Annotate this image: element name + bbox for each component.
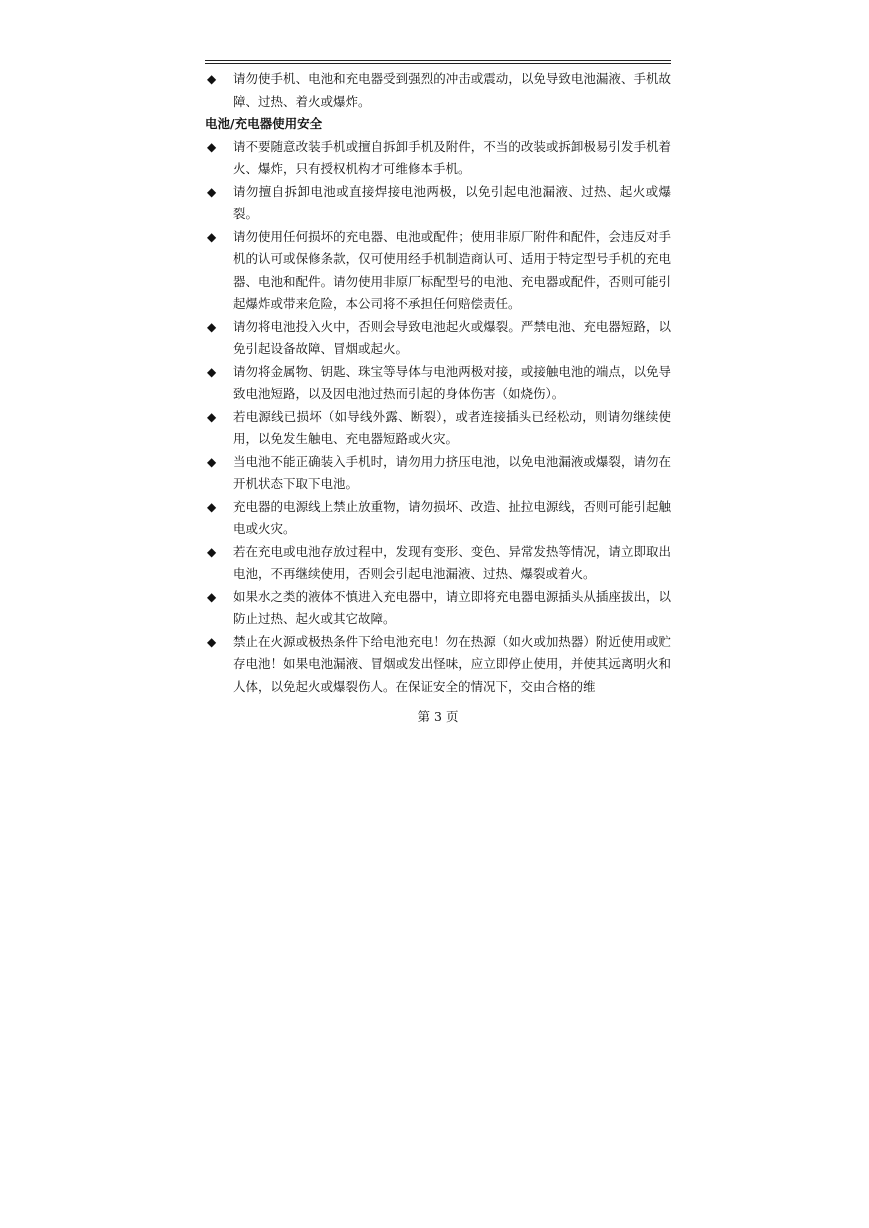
list-item-text: 如果水之类的液体不慎进入充电器中，请立即将充电器电源插头从插座拔出，以防止过热、起火或其它故障。: [233, 588, 671, 626]
list-item-text: 请勿将金属物、钥匙、珠宝等导体与电池两极对接，或接触电池的端点，以免导致电池短路，以及因电池过热而引起的身体伤害（如烧伤）。: [233, 363, 671, 401]
list-item-text: 禁止在火源或极热条件下给电池充电！勿在热源（如火或加热器）附近使用或贮存电池！如果电池漏液、冒烟或发出怪味，应立即停止使用，并使其远离明火和人体，以免起火或爆裂伤人。在保证安全的情况下，交由合格的维: [233, 633, 671, 694]
diamond-bullet-icon: ◆: [207, 499, 217, 514]
diamond-bullet-icon: ◆: [207, 229, 217, 244]
diamond-bullet-icon: ◆: [207, 454, 217, 469]
list-item: [205, 361, 671, 406]
list-item: [205, 496, 671, 541]
diamond-bullet-icon: ◆: [207, 409, 217, 424]
list-item-text: 当电池不能正确装入手机时，请勿用力挤压电池，以免电池漏液或爆裂，请勿在开机状态下取下电池。: [233, 453, 671, 491]
list-item: [205, 68, 671, 113]
list-item-text: 充电器的电源线上禁止放重物，请勿损坏、改造、扯拉电源线，否则可能引起触电或火灾。: [233, 498, 671, 536]
list-item-text: 请勿使用任何损坏的充电器、电池或配件；使用非原厂附件和配件，会违反对手机的认可或保修条款，仅可使用经手机制造商认可、适用于特定型号手机的充电器、电池和配件。请勿使用非原厂标配型号的电池、充电器或配件，否则可能引起爆炸或带来危险，本公司将不承担任何赔偿责任。: [233, 228, 671, 311]
diamond-bullet-icon: ◆: [207, 72, 217, 86]
section-heading: 电池/充电器使用安全: [205, 116, 323, 131]
list-item-text: 请不要随意改装手机或擅自拆卸手机及附件，不当的改装或拆卸极易引发手机着火、爆炸，只有授权机构才可维修本手机。: [233, 138, 671, 176]
list-item: [205, 631, 671, 699]
list-item: [205, 136, 671, 181]
diamond-bullet-icon: ◆: [207, 364, 217, 379]
page-number: 第 3 页: [417, 709, 459, 724]
list-item-text: 若在充电或电池存放过程中，发现有变形、变色、异常发热等情况，请立即取出电池，不再继续使用，否则会引起电池漏液、过热、爆裂或着火。: [233, 543, 671, 581]
list-item-text: 请勿将电池投入火中，否则会导致电池起火或爆裂。严禁电池、充电器短路，以免引起设备故障、冒烟或起火。: [233, 318, 671, 356]
list-item: [205, 586, 671, 631]
safety-list: [205, 136, 671, 699]
header-rule-secondary: [205, 63, 671, 64]
list-item: [205, 181, 671, 226]
diamond-bullet-icon: ◆: [207, 544, 217, 559]
list-item-text: 若电源线已损坏（如导线外露、断裂），或者连接插头已经松动，则请勿继续使用，以免发生触电、充电器短路或火灾。: [233, 408, 671, 446]
list-item: [205, 541, 671, 586]
diamond-bullet-icon: ◆: [207, 184, 217, 199]
diamond-bullet-icon: ◆: [207, 589, 217, 604]
list-item-text: 请勿使手机、电池和充电器受到强烈的冲击或震动，以免导致电池漏液、手机故障、过热、着火或爆炸。: [233, 71, 671, 109]
list-item: [205, 226, 671, 316]
list-item-text: 请勿擅自拆卸电池或直接焊接电池两极，以免引起电池漏液、过热、起火或爆裂。: [233, 183, 671, 221]
list-item: [205, 406, 671, 451]
header-rule: [205, 60, 671, 61]
page-content: [205, 68, 671, 698]
diamond-bullet-icon: ◆: [207, 319, 217, 334]
list-item: [205, 316, 671, 361]
list-item: [205, 451, 671, 496]
diamond-bullet-icon: ◆: [207, 634, 217, 649]
diamond-bullet-icon: ◆: [207, 139, 217, 154]
